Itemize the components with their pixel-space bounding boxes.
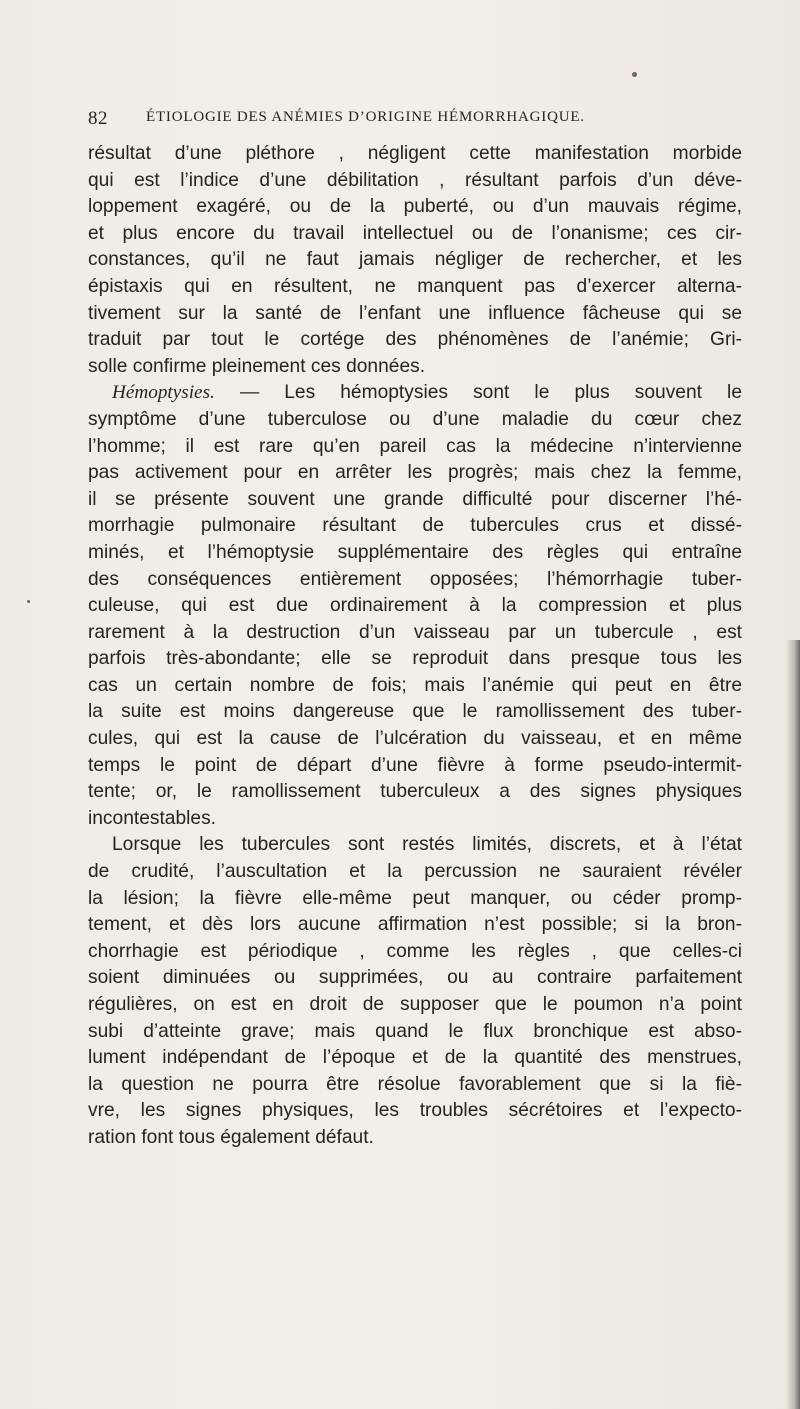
text-line: la suite est moins dangereuse que le ramollissement des tuber- [88,701,742,723]
text-line: solle confirme pleinement ces données. [88,355,426,377]
text-line: l’homme; il est rare qu’en pareil cas la médecine n’intervienne [88,435,742,457]
text-line: soient diminuées ou supprimées, ou au contraire parfaitement [88,967,742,989]
running-head [88,108,748,132]
text-line: Lorsque les tubercules sont restés limités, discrets, et à l’état [112,834,742,856]
text-line: tement, et dès lors aucune affirmation n’est possible; si la bron- [88,914,742,936]
section-line [88,380,742,407]
page-edge-shadow [786,640,800,1409]
text-line: chorrhagie est périodique , comme les règles , que celles-ci [88,940,742,962]
text-line: tivement sur la santé de l’enfant une influence fâcheuse qui se [88,302,742,324]
text-line: il se présente souvent une grande difficulté pour discerner l’hé- [88,488,742,510]
text-line: incontestables. [88,807,216,829]
section-heading: Hémoptysies. [112,382,215,404]
section-line-text: — Les hémoptysies sont le plus souvent le [239,382,742,404]
text-line: constances, qu’il ne faut jamais négliger de rechercher, et les [88,249,742,271]
text-line: culeuse, qui est due ordinairement à la compression et plus [88,595,742,617]
text-line: cas un certain nombre de fois; mais l’anémie qui peut en être [88,674,742,696]
text-line: temps le point de départ d’une fièvre à forme pseudo-intermit- [88,754,742,776]
text-line: lument indépendant de l’époque et de la quantité des menstrues, [88,1047,742,1069]
page-number: 82 [88,108,108,129]
text-line: symptôme d’une tuberculose ou d’une maladie du cœur chez [88,408,742,430]
text-line: qui est l’indice d’une débilitation , résultant parfois d’un déve- [88,169,742,191]
text-line: vre, les signes physiques, les troubles sécrétoires et l’expecto- [88,1100,742,1122]
text-line: rarement à la destruction d’un vaisseau par un tubercule , est [88,621,742,643]
text-line: la question ne pourra être résolue favorablement que si la fiè- [88,1073,742,1095]
text-line: tente; or, le ramollissement tuberculeux a des signes physiques [88,781,742,803]
text-line: et plus encore du travail intellectuel ou de l’onanisme; ces cir- [88,222,742,244]
text-line: traduit par tout le cortége des phénomènes de l’anémie; Gri- [88,329,742,351]
text-line: cules, qui est la cause de l’ulcération du vaisseau, et en même [88,728,742,750]
text-line: ration font tous également défaut. [88,1126,374,1148]
text-line: la lésion; la fièvre elle-même peut manquer, ou céder promp- [88,887,742,909]
text-line: subi d’atteinte grave; mais quand le flux bronchique est abso- [88,1020,742,1042]
text-line: de crudité, l’auscultation et la percussion ne sauraient révéler [88,861,742,883]
text-line: morrhagie pulmonaire résultant de tubercules crus et dissé- [88,515,742,537]
text-line: parfois très-abondante; elle se reproduit dans presque tous les [88,648,742,670]
text-line: régulières, on est en droit de supposer que le poumon n’a point [88,994,742,1015]
paper-speck [632,72,637,77]
running-title: ÉTIOLOGIE DES ANÉMIES D’ORIGINE HÉMORRHAGIQUE. [146,109,585,125]
text-line: pas activement pour en arrêter les progrès; mais chez la femme, [88,462,742,484]
text-line: épistaxis qui en résultent, ne manquent pas d’exercer alterna- [88,275,742,297]
text-line: minés, et l’hémoptysie supplémentaire des règles qui entraîne [88,541,742,563]
text-line: résultat d’une pléthore , négligent cette manifestation morbide [88,143,742,164]
paper-speck [27,600,30,603]
body-text [88,141,742,1152]
text-line: loppement exagéré, ou de la puberté, ou d’un mauvais régime, [88,196,742,218]
text-line: des conséquences entièrement opposées; l’hémorrhagie tuber- [88,568,742,590]
